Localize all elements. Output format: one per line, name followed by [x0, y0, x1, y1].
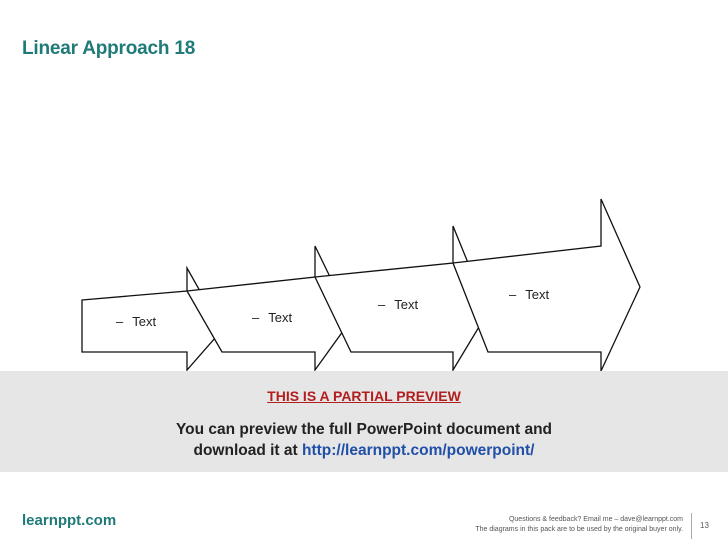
footer-brand[interactable]: learnppt.com [22, 512, 117, 529]
footer-divider [691, 513, 692, 539]
preview-line-2: download it at http://learnppt.com/powerpoint/ [193, 442, 535, 459]
arrow-2-label: – Text [252, 310, 293, 325]
arrow-step-2 [187, 246, 351, 370]
footer-note [383, 515, 683, 535]
preview-line-1: You can preview the full PowerPoint document and [175, 421, 553, 438]
arrow-3-label: – Text [378, 297, 419, 312]
powerpoint-link[interactable]: http://learnppt.com/powerpoint/ [302, 442, 535, 459]
arrow-4-label: – Text [509, 287, 550, 302]
slide-title: Linear Approach 18 [22, 38, 196, 59]
footer-note-line-1: Questions & feedback? Email me – dave@learnppt.com [508, 516, 683, 523]
page-number: 13 [700, 521, 709, 530]
arrow-1-label: – Text [116, 314, 157, 329]
preview-heading: THIS IS A PARTIAL PREVIEW [267, 388, 461, 404]
preview-message [100, 419, 628, 461]
arrow-step-4 [453, 199, 640, 371]
footer-note-line-2: The diagrams in this pack are to be used by the original buyer only. [475, 526, 683, 533]
